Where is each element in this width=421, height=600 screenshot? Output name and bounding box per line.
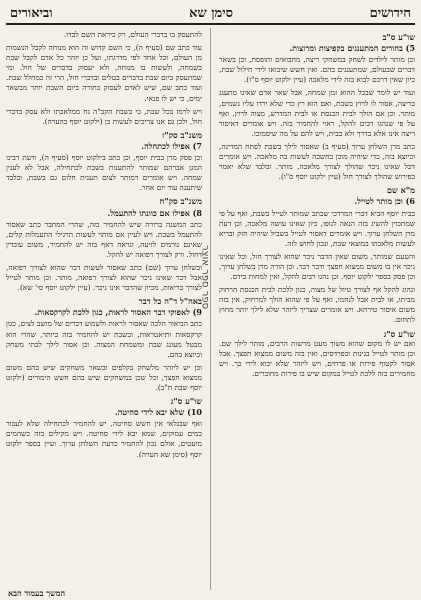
paragraph: עוד כתב שם (סעיף ה), כי השם קדוש זה הוא מנוחה לקבל הנשמות מן העולם, וכל אחד לפי מדרגתו, ועל כן יזהר כל אדם לקבל שבת בשמחה, ולעשות בו מנוחה, ולא יעסוק בדברים של חול. ומי שמתעסק ביום שבת בדברים בטלים ובדברי חול, הרי זה כמחלל שבת. ועוד כתב שם, שיש לאדם לעסוק בתורה ביום השבת יותר מבשאר ימים, כי יש לו פנאי. [6, 43, 202, 103]
section-heading: 5) בחורים המתענגים בקפיצות ומרוצות. [289, 43, 415, 54]
page-footer: המשך בעמוד הבא [8, 588, 66, 598]
section-reference: באה"ל ד"ה כל דבר [138, 296, 202, 307]
paragraph: והטעם שמותר, משום שאין הדבר ניכר שהוא לצורך חול, וכל שאינו ניכר אין בו משום ממצוא חפצך ודבר דבר. וכן הורה מרן בשלחן ערוך, וכן פסק בספר ילקוט יוסף. וכן נהגו רבים להקל, ואין למחות בידם. [219, 251, 415, 282]
paragraph: כתב הביאור הלכה שאסור לראות ולשמוע דברים של מושב לצים, כגון קרקסאות ותיאטראות, ובשבת יש להחמיר בזה ביותר, שהרי הוא מבטל מעונג שבת ומשמחת המצוה. וכן אסור לילך לבתי משחק וכיוצא בהם. [6, 319, 202, 359]
paragraph: בבית יוסף הביא דברי המרדכי שכתב שמותר לטייל בשבת, ואף על פי שמתכוין להשיג בזה הנאה לגופו, כיון שאינו עושה מלאכה, וכן דעת מרן השלחן ערוך. ויש אומרים דאסור לטייל בשביל שיהיה חזק ובריא לעשות מלאכתו במוצאי שבת, ונכון לחוש לזה. [219, 208, 415, 248]
section-reference: משנ"ב סק"ז [162, 129, 202, 140]
header-rule [6, 23, 415, 25]
header-center-title: סימן שא [189, 6, 234, 21]
paragraph: להתעסק בו בדברי העולם, רק כיראת השם לבדו. [63, 30, 202, 39]
header-right-title: חידושים [369, 6, 411, 21]
section-reference: שו"ע ס"ב [382, 32, 415, 42]
library-stamp [190, 230, 220, 325]
paragraph: וכן מותר לילדים לשחק במשחקי ריצה, מחבואים ותופסת, וכן בשאר דברים שבעולם, שמתענגים בהם. ואין חשש שיבואו לידי חילול שבת, כיון שאין דרכם לבוא בזה לידי מלאכה (עיין ילקוט יוסף ס"ו). [219, 55, 415, 85]
section-reference: שו"ע ס"ג [383, 328, 415, 339]
paragraph: כתב מרן השלחן ערוך (סעיף ב) שאסור לילך בשבת לפתח המדינה, וכיוצא בזה, כדי שיהיה מוכן בחשכה לעשות בה מלאכה. ויש אומרים דכל שאינו ניכר שהולך לצורך מלאכה, מותר. ובלבד שלא יאמר בפירוש שהולך לצורך חול (עיין ילקוט יוסף ס"ו). [219, 141, 415, 182]
right-column [219, 30, 415, 590]
section-heading: 8) אפילו אם כוונתו להתעמל. [107, 207, 202, 218]
paragraph: וכן פסק מרן בבית יוסף, וכן כתב בילקוט יוסף (סעיף ה), ודעת רבינו המגן אברהם שמותר להתענות בשבת לכתחילה, אבל לא לענין שמחה. ויש אומרים דמותר לצום תענית חלום גם בשבת, ובלבד שיתענה עוד יום אחר. [6, 153, 202, 193]
section-heading: 10) שלא יבא לידי סחיטה. [114, 407, 202, 418]
paragraph: ואף שבגלאי אין חשש סחיטה, יש להחמיר לכתחילה שלא לעבור במים עמוקים, שמא יבא לידי סחיטה. ויש מקילים בזה כשהמים מועטים, אולם נכון להחמיר כדעת השלחן ערוך. ועיין בספר ילקוט יוסף (סימן שא הערה). [6, 419, 202, 459]
paragraph: וכן יש ליזהר מלשחק בקלפים ובשאר משחקים שיש בהם משום ממצוא חפצך, וכל שכן במשחקים שיש בהם חשש הימורים (ילקוט יוסף שבת ח"ב). [6, 362, 202, 392]
paragraph: ואם יש לו מקום שהוא משוך מעט מרשות הרבים, מותר לילך שם. וכן מותר לטייל בגינות ובפרדסים, ואין בזה משום ממצוא חפצך. אבל אסור לקטוף פירות או פרחים, ויש ליזהר שלא יבוא לידי כך. ויש מחמירים בזה ללכת לטייל במקום שיש בו פירות מחוברים. [219, 338, 415, 378]
paragraph: כתב המשנה ברורה שיש להחמיר בזה, שהרי המחבר כתב שאסור להתעמל בשבת. ויש לעיין אם מותר לעשות תרגילי התעמלות קלים, שאינם גורמים לזיעה, ונראה דאף בזה יש להחמיר, משום עובדין דחול. ורק לצורך רפואה יש להקל. [6, 219, 202, 259]
section-heading: 7) אפילו לכתחלה. [141, 140, 202, 151]
paragraph: ויש לרמז בכל שבת, כי בשבת הקב"ה נח ממלאכתו ולא עסק בדברי חול, ולכן גם אנו צריכים לעשות כן (ילקוט יוסף בהערה). [6, 106, 202, 126]
stamp-text: ספר ספר אוצר [199, 245, 211, 310]
page-header [10, 4, 411, 22]
section-heading: 9) לאפוקי דבר האסור לראות, כגון ללכת לקרקסאות. [34, 307, 202, 318]
paragraph: ועוד יש לומר שבכל ההוא זמן שמחה, אבל שאר אדם שאינו מתענג בריצה, אסור לו לרוץ בשבת, ואם הוא רץ כדי שלא ירדו עליו גשמים, מותר. וכן אם הולך לבית הכנסת או לבית המדרש, מצוה לרוץ. ואף על פי שנהגו רבים להקל, ראוי להחמיר בזה. ויש אומרים דאיסור ריצה אינו אלא בדרך ולא בבית, ויש להם על מה שיסמוכו. [219, 88, 415, 138]
header-left-title: וביאורים [10, 6, 53, 21]
section-reference: שו"ע ס"ג [170, 396, 202, 407]
section-reference: מ"א שם [386, 185, 415, 196]
left-column [6, 30, 202, 590]
paragraph: ובשלחן ערוך (שם) כתב שאסור לעשות דבר שהוא לצורך רפואה, אבל דבר שאינו ניכר שהוא לצורך רפואה, מותר. וכן מותר לטייל לצורך בריאות, מכיון שהדבר אינו ניכר. (עיין ילקוט יוסף סי' שא). [6, 262, 202, 293]
section-reference: משנ"ב סק"ח [159, 196, 202, 207]
paragraph: ונהוג להקל אף לצורך טיול של מצוה, כגון ללכת לבית הכנסת הרחוק מביתו, או לבית אבל לנחמו, ואף על פי שהוא הולך למרחוק, אין בזה משום איסור טירחא. ויש אומרים שצריך ליזהר שלא לילך יותר מחוץ לתחום. [219, 285, 415, 325]
section-heading: 6) וכן מותר לטייל. [354, 196, 415, 207]
